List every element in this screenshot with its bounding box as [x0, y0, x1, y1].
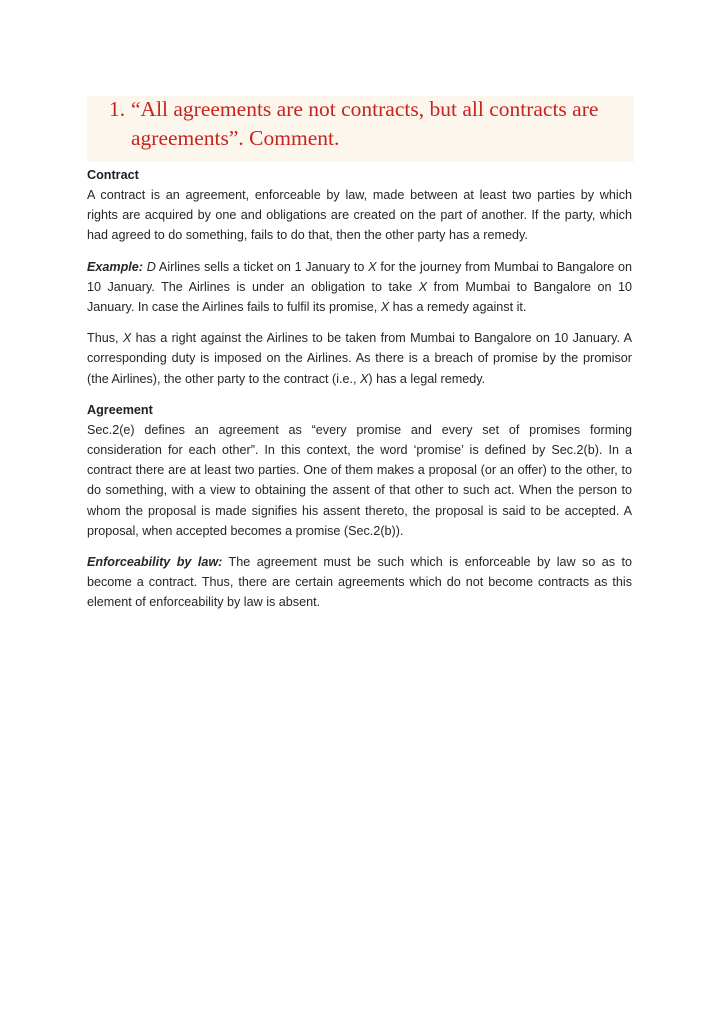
example-label: Example: [87, 259, 143, 274]
agreement-heading: Agreement [87, 402, 153, 417]
question-title: “All agreements are not contracts, but all contracts are agreements”. Comment. [131, 97, 599, 150]
document-body [87, 165, 632, 624]
contract-heading: Contract [87, 168, 139, 182]
contract-definition-paragraph: A contract is an agreement, enforceable by law, made between at least two parties by which rights are acquired by one and obligations are created on the part of another. If the party, which had agreed to do something, fails to do that, then the other party has a remedy. [87, 188, 632, 243]
agreement-definition-paragraph: Sec.2(e) defines an agreement as “every promise and every set of promises forming consideration for each other”. In this context, the word ‘promise’ is defined by Sec.2(b). In a contract there are at least two parties. One of them makes a proposal (or an offer) to the other, to do something, with a view to obtaining the assent of that other to such act. When the person to whom the proposal is made signifies his assent thereto, the proposal is said to be accepted. A proposal, when accepted becomes a promise (Sec.2(b)). [87, 422, 632, 538]
enforceability-label: Enforceability by law: [87, 555, 223, 570]
remedy-paragraph: Thus, X has a right against the Airlines to be taken from Mumbai to Bangalore on 10 January. A corresponding duty is imposed on the Airlines. As there is a breach of promise by the promisor (the Airlines), the other party to the contract (i.e., X) has a legal remedy. [87, 331, 633, 386]
question-number: 1. [109, 97, 126, 121]
example-paragraph: Example: D Airlines sells a ticket on 1 January to X for the journey from Mumbai to Bangalore on 10 January. The Airlines is under an obligation to take X from Mumbai to Bangalore on 10 January. In case the Airlines fails to fulfil its promise, X has a remedy against it. [87, 259, 633, 315]
enforceability-paragraph: Enforceability by law: The agreement must be such which is enforceable by law so as to become a contract. Thus, there are certain agreements which do not become contracts as this element of enforceability by law is absent. [87, 555, 632, 610]
